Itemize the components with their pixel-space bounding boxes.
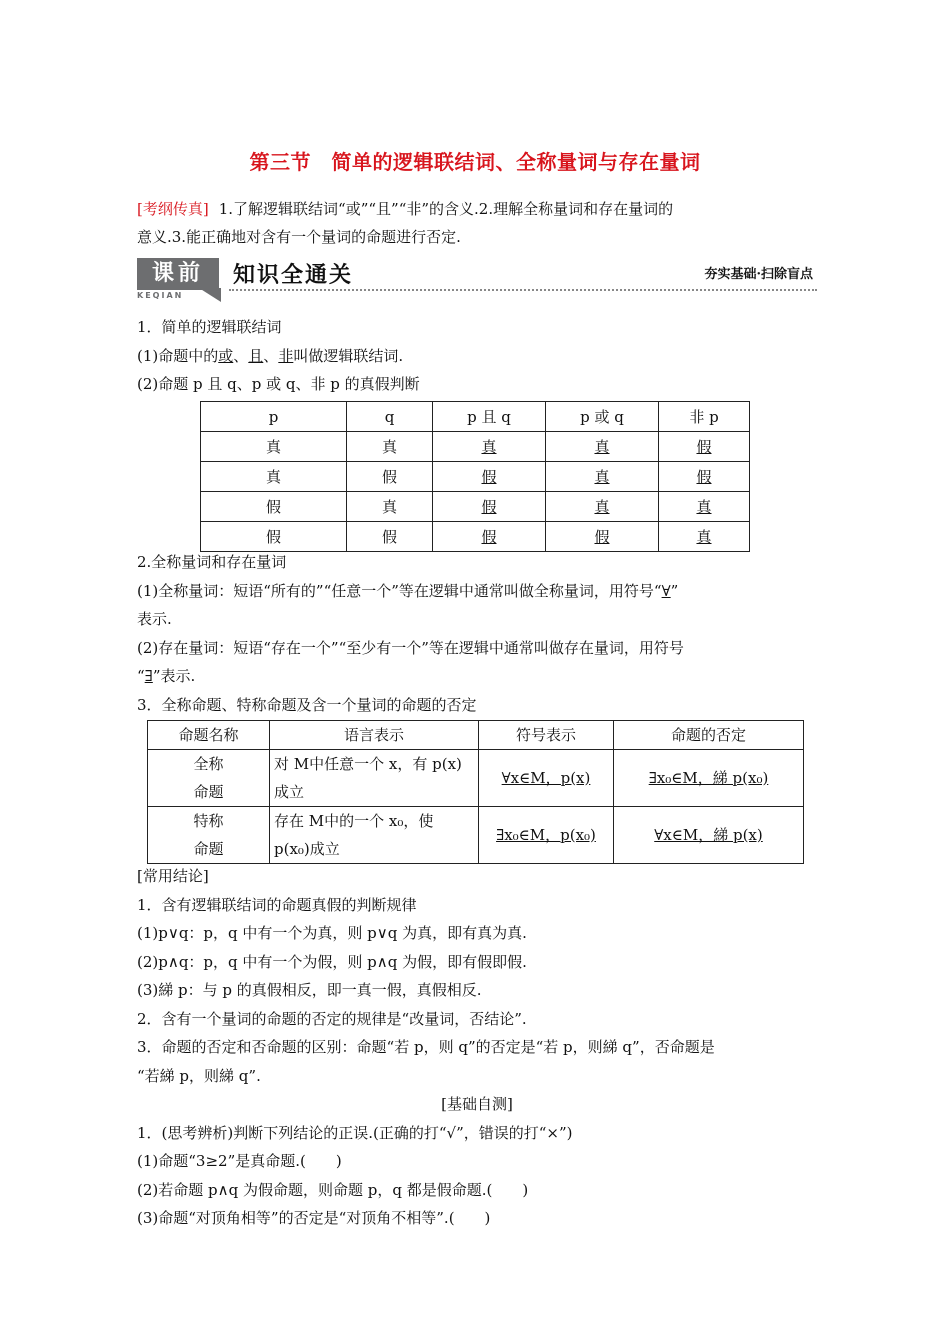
table-cell: ∀x∈M，p(x) bbox=[479, 750, 614, 807]
table-row bbox=[148, 750, 804, 807]
table-header: 语言表示 bbox=[270, 721, 479, 750]
table-row bbox=[201, 492, 750, 522]
table-header: p bbox=[201, 402, 347, 432]
table-cell: ∀x∈M，綈 p(x) bbox=[614, 807, 804, 864]
table-header-row bbox=[148, 721, 804, 750]
table-header: p 或 q bbox=[546, 402, 659, 432]
table-row bbox=[201, 522, 750, 552]
section-slogan: 夯实基础·扫除盲点 bbox=[704, 267, 813, 282]
table-cell: ∃x₀∈M，p(x₀) bbox=[479, 807, 614, 864]
conclusion-1a: (1)p∨q：p，q 中有一个为真，则 p∨q 为真，即有真为真. bbox=[137, 924, 527, 942]
selftest-heading: [基础自测] bbox=[441, 1095, 513, 1113]
s2-line-1: (1)全称量词：短语“所有的”“任意一个”等在逻辑中通常叫做全称量词，用符号“∀” bbox=[137, 581, 679, 600]
table-cell: 假 bbox=[347, 462, 433, 492]
table-cell: 存在 M中的一个 x₀，使 p(x₀)成立 bbox=[270, 807, 479, 864]
section-title: 知识全通关 bbox=[233, 263, 354, 288]
table-cell: 假 bbox=[201, 522, 347, 552]
table-cell: 真 bbox=[347, 492, 433, 522]
conclusion-1b: (2)p∧q：p，q 中有一个为假，则 p∧q 为假，即有假即假. bbox=[137, 952, 527, 971]
section-1 bbox=[137, 313, 817, 399]
s2-line-2: (2)存在量词：短语“存在一个”“至少有一个”等在逻辑中通常叫做存在量词，用符号 bbox=[137, 638, 684, 657]
badge: 课前 bbox=[137, 258, 219, 290]
conclusion-1c: (3)綈 p：与 p 的真假相反，即一真一假，真假相反. bbox=[137, 981, 482, 999]
section-banner bbox=[137, 258, 817, 304]
table-cell: 真 bbox=[546, 492, 659, 522]
conclusion-1: 1．含有逻辑联结词的命题真假的判断规律 bbox=[137, 895, 417, 914]
table-cell: 真 bbox=[546, 462, 659, 492]
table-cell: 假 bbox=[433, 462, 546, 492]
common-conclusions bbox=[137, 862, 817, 1233]
table-cell: 真 bbox=[546, 432, 659, 462]
table-header: q bbox=[347, 402, 433, 432]
table-cell: 假 bbox=[347, 522, 433, 552]
selftest-q1: 1．(思考辨析)判断下列结论的正误.(正确的打“√”，错误的打“×”) bbox=[137, 1123, 573, 1142]
table-cell: 假 bbox=[201, 492, 347, 522]
outline-text-2: 意义.3.能正确地对含有一个量词的命题进行否定. bbox=[137, 228, 461, 246]
s1-line-2: (2)命题 p 且 q、p 或 q、非 p 的真假判断 bbox=[137, 375, 420, 393]
table-header-row bbox=[201, 402, 750, 432]
table-header: 非 p bbox=[659, 402, 750, 432]
s1-heading: 1．简单的逻辑联结词 bbox=[137, 318, 282, 336]
s2-line-2b: “∃”表示. bbox=[137, 667, 196, 685]
badge-subtitle: KEQIAN bbox=[137, 291, 184, 300]
conclusion-2: 2．含有一个量词的命题的否定的规律是“改量词，否结论”. bbox=[137, 1009, 527, 1028]
conclusion-3a: 3．命题的否定和否命题的区别：命题“若 p，则 q”的否定是“若 p，则綈 q”，否命题是 bbox=[137, 1038, 715, 1056]
badge-arrow-icon bbox=[199, 288, 221, 302]
conclusion-3b: “若綈 p，则綈 q”. bbox=[137, 1066, 261, 1085]
table-row bbox=[201, 462, 750, 492]
selftest-q1a: (1)命题“3≥2”是真命题.( ) bbox=[137, 1152, 342, 1170]
conclusions-heading: [常用结论] bbox=[137, 867, 209, 885]
selftest-q1c: (3)命题“对顶角相等”的否定是“对顶角不相等”.( ) bbox=[137, 1209, 491, 1227]
table-cell: 假 bbox=[433, 492, 546, 522]
table-cell: 真 bbox=[347, 432, 433, 462]
table-cell: 真 bbox=[659, 492, 750, 522]
table-cell: 真 bbox=[201, 462, 347, 492]
section-2 bbox=[137, 548, 817, 719]
table-row bbox=[148, 807, 804, 864]
table-cell: ∃x₀∈M，綈 p(x₀) bbox=[614, 750, 804, 807]
outline-tag: [考纲传真] bbox=[137, 200, 209, 218]
table-cell: 全称 命题 bbox=[148, 750, 270, 807]
exam-outline bbox=[137, 195, 817, 251]
table-header: p 且 q bbox=[433, 402, 546, 432]
table-cell: 真 bbox=[201, 432, 347, 462]
table-cell: 假 bbox=[659, 462, 750, 492]
s2-heading: 2.全称量词和存在量词 bbox=[137, 553, 287, 571]
table-cell: 真 bbox=[659, 522, 750, 552]
quantifier-table bbox=[147, 720, 804, 864]
table-cell: 特称 命题 bbox=[148, 807, 270, 864]
page-title: 第三节 简单的逻辑联结词、全称量词与存在量词 bbox=[249, 150, 701, 174]
table-header: 命题名称 bbox=[148, 721, 270, 750]
banner-divider bbox=[229, 289, 817, 291]
table-header: 命题的否定 bbox=[614, 721, 804, 750]
s3-heading: 3．全称命题、特称命题及含一个量词的命题的否定 bbox=[137, 695, 477, 714]
table-cell: 假 bbox=[546, 522, 659, 552]
truth-table bbox=[200, 401, 750, 552]
s2-line-1b: 表示. bbox=[137, 610, 172, 628]
s1-line-1: (1)命题中的或、且、非叫做逻辑联结词. bbox=[137, 346, 404, 365]
outline-text-1: 1.了解逻辑联结词“或”“且”“非”的含义.2.理解全称量词和存在量词的 bbox=[218, 200, 674, 218]
table-cell: 对 M中任意一个 x，有 p(x) 成立 bbox=[270, 750, 479, 807]
table-row bbox=[201, 432, 750, 462]
table-cell: 假 bbox=[433, 522, 546, 552]
selftest-q1b: (2)若命题 p∧q 为假命题，则命题 p，q 都是假命题.( ) bbox=[137, 1180, 529, 1199]
table-header: 符号表示 bbox=[479, 721, 614, 750]
table-cell: 假 bbox=[659, 432, 750, 462]
table-cell: 真 bbox=[433, 432, 546, 462]
